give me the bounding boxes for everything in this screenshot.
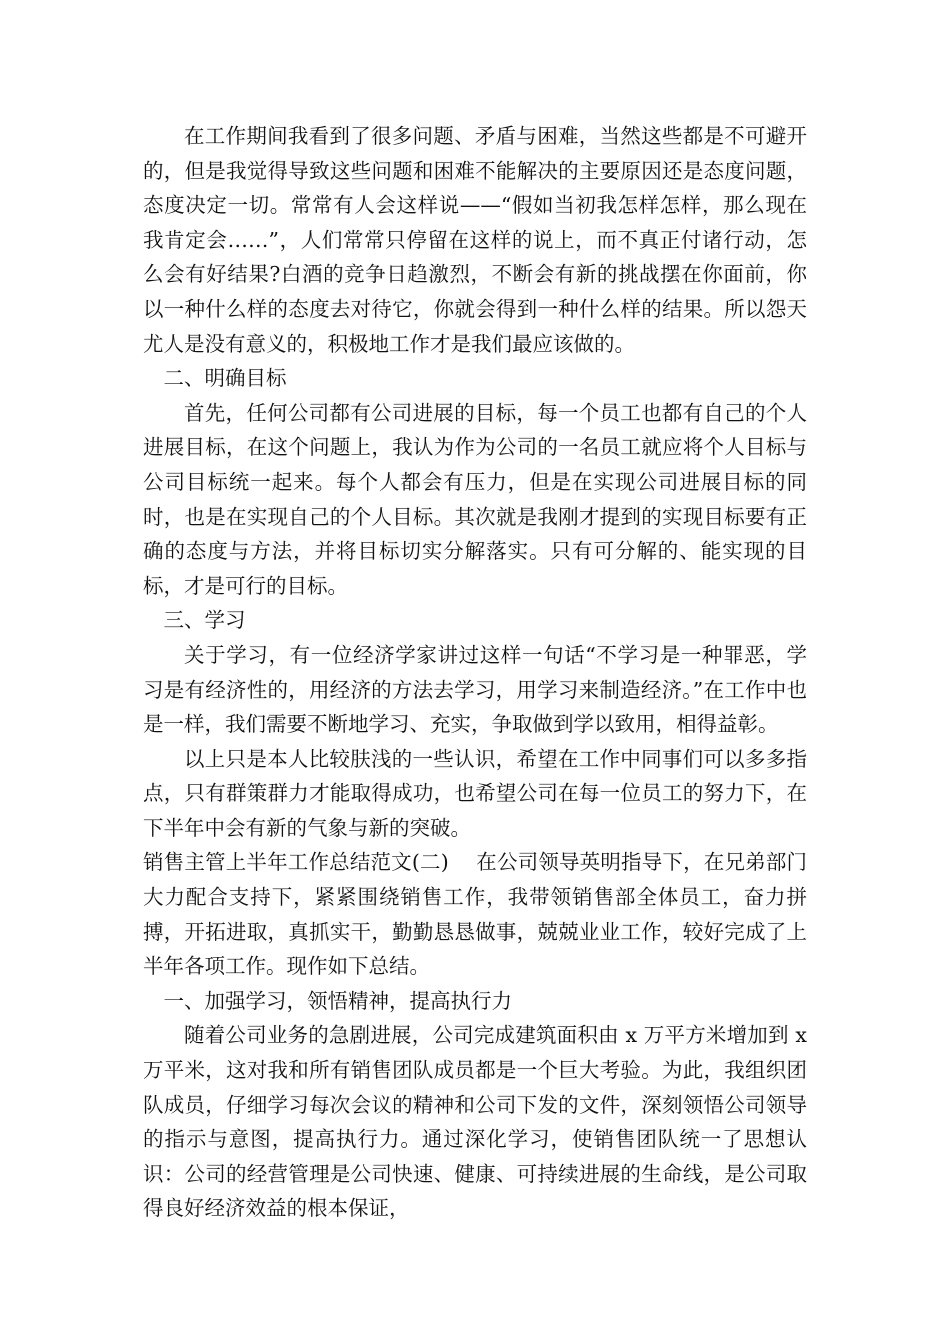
section-heading-goals: 二、明确目标 (163, 366, 287, 391)
paragraph-goals: 首先，任何公司都有公司进展的目标，每一个员工也都有自己的个人进展目标，在这个问题上，我认为作为公司的一名员工就应将个人目标与公司目标统一起来。每个人都会有压力，但是在实现公司进展目标的同时，也是在实现自己的个人目标。其次就是我刚才提到的实现目标要有正确的态度与方法，并将目标切实分解落实。只有可分解的、能实现的目标，才是可行的目标。 (143, 400, 807, 598)
paragraph-attitude: 在工作期间我看到了很多问题、矛盾与困难，当然这些都是不可避开的，但是我觉得导致这些问题和困难不能解决的主要原因还是态度问题，态度决定一切。常常有人会这样说——“假如当初我怎样怎样，那么现在我肯定会……”，人们常常只停留在这样的说上，而不真正付诸行动，怎么会有好结果?白酒的竞争日趋激烈，不断会有新的挑战摆在你面前，你以一种什么样的态度去对待它，你就会得到一种什么样的结果。所以怨天尤人是没有意义的，积极地工作才是我们最应该做的。 (143, 124, 807, 356)
paragraph-business-growth: 随着公司业务的急剧进展，公司完成建筑面积由 x 万平方米增加到 x 万平米，这对我和所有销售团队成员都是一个巨大考验。为此，我组织团队成员，仔细学习每次会议的精神和公司下发的文件，深刻领悟公司领导的指示与意图，提高执行力。通过深化学习，使销售团队统一了思想认识：公司的经营管理是公司快速、健康、可持续进展的生命线，是公司取得良好经济效益的根本保证， (143, 1023, 807, 1221)
section-heading-learning: 三、学习 (163, 608, 246, 633)
section-heading-strengthen-learning: 一、加强学习，领悟精神，提高执行力 (163, 988, 512, 1013)
paragraph-closing: 以上只是本人比较肤浅的一些认识，希望在工作中同事们可以多多指点，只有群策群力才能取得成功，也希望公司在每一位员工的努力下，在下半年中会有新的气象与新的突破。 (143, 746, 807, 840)
paragraph-sample-two-intro: 销售主管上半年工作总结范文(二) 在公司领导英明指导下，在兄弟部门大力配合支持下，紧紧围绕销售工作，我带领销售部全体员工，奋力拼搏，开拓进取，真抓实干，勤勤恳恳做事，兢兢业业工作，较好完成了上半年各项工作。现作如下总结。 (143, 850, 807, 979)
paragraph-learning: 关于学习，有一位经济学家讲过这样一句话“不学习是一种罪恶，学习是有经济性的，用经济的方法去学习，用学习来制造经济。”在工作中也是一样，我们需要不断地学习、充实，争取做到学以致用，相得益彰。 (143, 642, 807, 737)
document-body (143, 119, 807, 1226)
